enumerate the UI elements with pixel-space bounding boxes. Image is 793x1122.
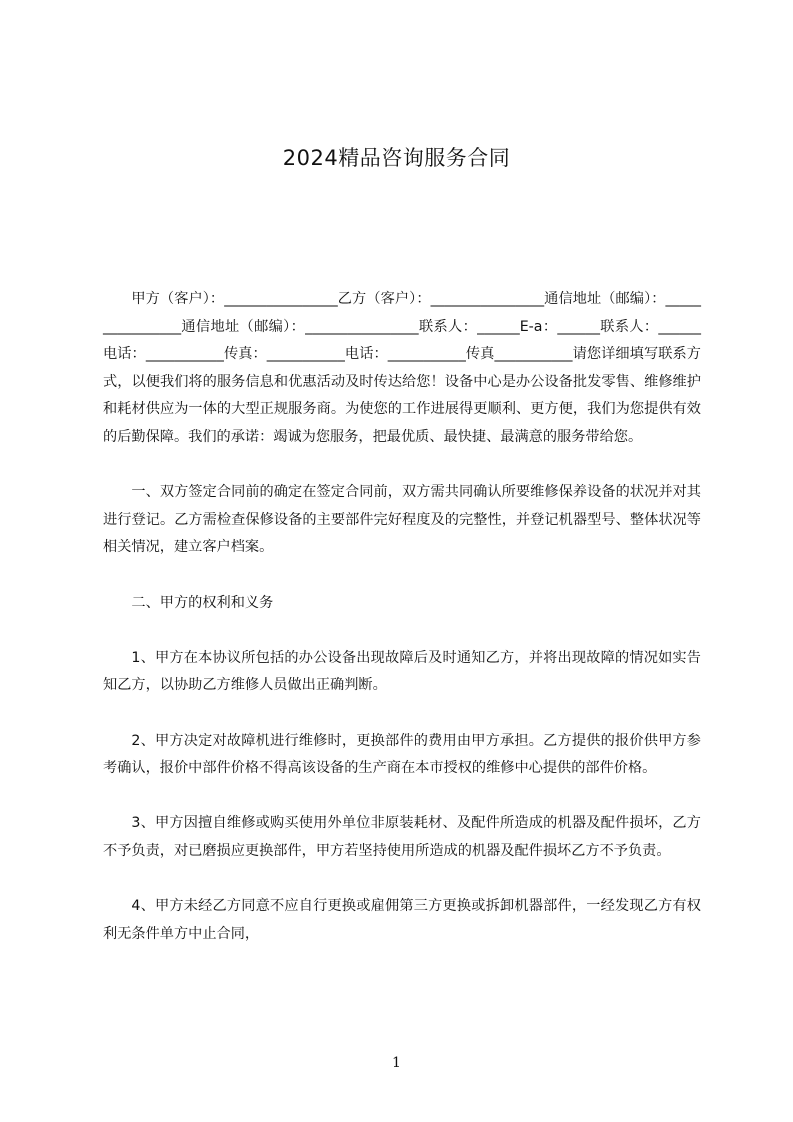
contract-clause-1-paragraph: 1、甲方在本协议所包括的办公设备出现故障后及时通知乙方，并将出现故障的情况如实告知乙方，以协助乙方维修人员做出正确判断。 — [103, 649, 701, 694]
contract-section-one-paragraph: 一、双方签定合同前的确定在签定合同前，双方需共同确认所要维修保养设备的状况并对其进行登记。乙方需检查保修设备的主要部件完好程度及的完整性，并登记机器型号、整体状况等相关情况，建立客户档案。 — [103, 484, 701, 556]
contract-clause-4-paragraph: 4、甲方未经乙方同意不应自行更换或雇佣第三方更换或拆卸机器部件，一经发现乙方有权利无条件单方中止合同， — [103, 898, 701, 942]
contract-intro-paragraph: 甲方（客户）：________________乙方（客户）：________________通信地址（邮编）：________________通信地址（邮编）：________________联系人：______E-a：______联系人：______电话：___________传真：___________电话：___________传真___________请您详细填写联系方式，以便我们将的服务信息和优惠活动及时传达给您！设备中心是办公设备批发零售、维修维护和耗材供应为一体的大型正规服务商。为使您的工作进展得更顺利、更方便，我们为您提供有效的后勤保障。我们的承诺：竭诚为您服务，把最优质、最快捷、最满意的服务带给您。 — [103, 291, 701, 445]
page-number: 1 — [392, 1055, 401, 1071]
contract-clause-3-paragraph: 3、甲方因擅自维修或购买使用外单位非原装耗材、及配件所造成的机器及配件损坏，乙方不予负责，对已磨损应更换部件，甲方若坚持使用所造成的机器及配件损坏乙方不予负责。 — [103, 815, 701, 859]
contract-section-two-heading: 二、甲方的权利和义务 — [131, 594, 274, 611]
document-title: 2024精品咨询服务合同 — [282, 146, 511, 170]
document-body — [103, 286, 701, 948]
contract-clause-2-paragraph: 2、甲方决定对故障机进行维修时，更换部件的费用由甲方承担。乙方提供的报价供甲方参考确认，报价中部件价格不得高该设备的生产商在本市授权的维修中心提供的部件价格。 — [103, 732, 701, 777]
